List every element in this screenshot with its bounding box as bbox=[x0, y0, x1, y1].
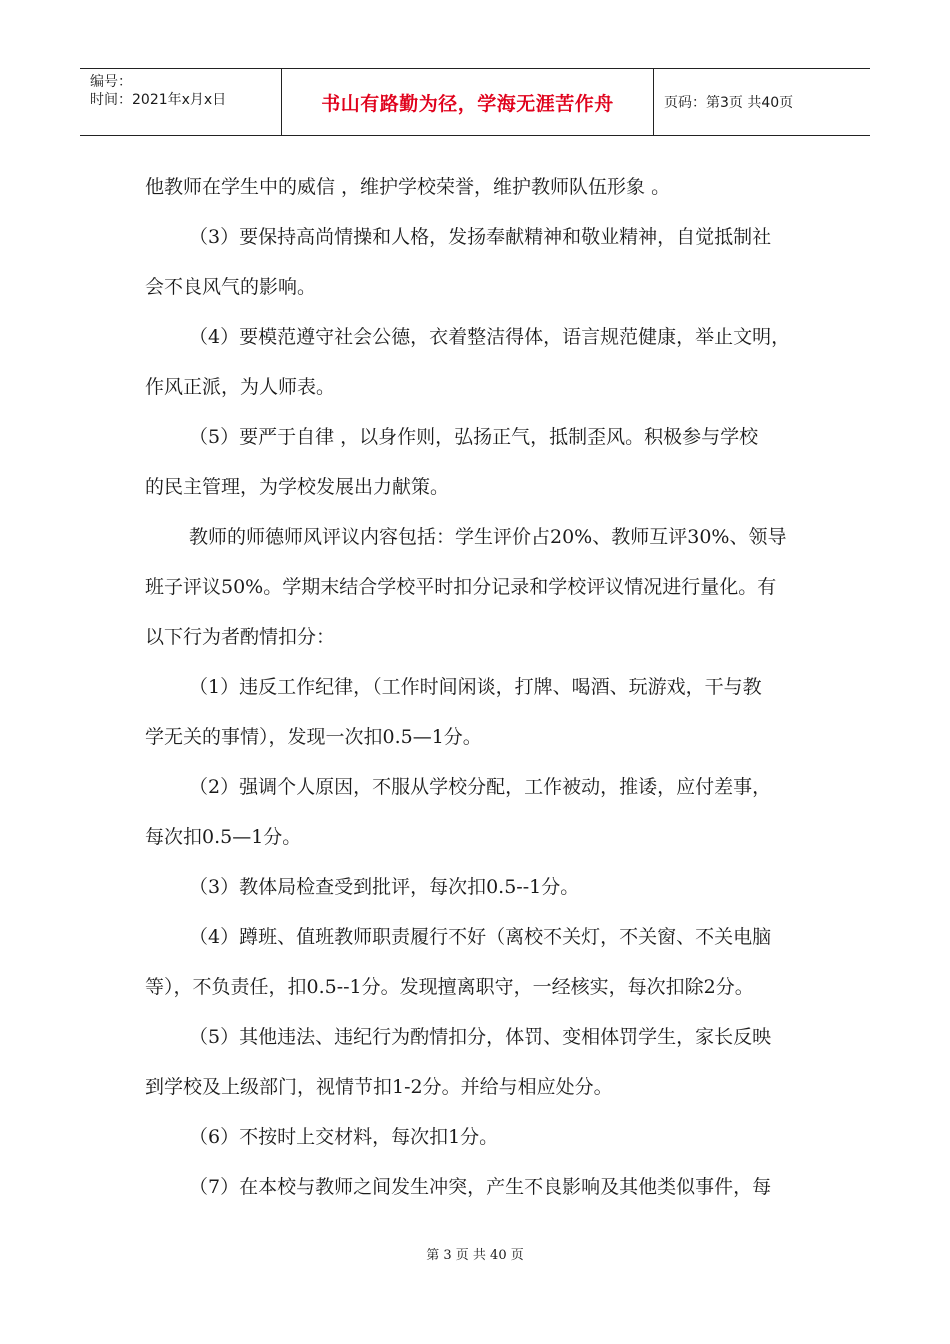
body-line: （4）要模范遵守社会公德，衣着整洁得体，语言规范健康，举止文明， bbox=[189, 326, 791, 348]
body-line: 以下行为者酌情扣分： bbox=[145, 626, 336, 648]
body-line: （3）要保持高尚情操和人格，发扬奉献精神和敬业精神，自觉抵制社 bbox=[189, 226, 772, 248]
body-line: （4）蹲班、值班教师职责履行不好（离校不关灯，不关窗、不关电脑 bbox=[189, 926, 772, 948]
body-line: 会不良风气的影响。 bbox=[145, 276, 317, 298]
header-motto: 书山有路勤为径，学海无涯苦作舟 bbox=[282, 69, 654, 135]
document-body bbox=[145, 162, 815, 1212]
header-meta bbox=[80, 69, 282, 135]
body-line: 他教师在学生中的威信 ，维护学校荣誉，维护教师队伍形象 。 bbox=[145, 176, 671, 198]
body-line: （5）其他违法、违纪行为酌情扣分，体罚、变相体罚学生，家长反映 bbox=[189, 1026, 772, 1048]
header-page-number: 页码：第3页 共40页 bbox=[664, 95, 794, 111]
body-line: （3）教体局检查受到批评，每次扣0.5--1分。 bbox=[189, 876, 580, 898]
body-line: （2）强调个人原因，不服从学校分配，工作被动，推诿，应付差事， bbox=[189, 776, 772, 798]
body-line: （1）违反工作纪律，（工作时间闲谈，打牌、喝酒、玩游戏，干与教 bbox=[189, 676, 762, 698]
document-time-label: 时间：2021年x月x日 bbox=[90, 92, 227, 108]
page-footer: 第 3 页 共 40 页 bbox=[426, 1248, 524, 1263]
page-header bbox=[80, 68, 870, 136]
body-line: （7）在本校与教师之间发生冲突，产生不良影响及其他类似事件，每 bbox=[189, 1176, 772, 1198]
body-line: 每次扣0.5—1分。 bbox=[145, 826, 302, 848]
body-line: 等），不负责任，扣0.5--1分。发现擅离职守，一经核实，每次扣除2分。 bbox=[145, 976, 754, 998]
body-line: 作风正派，为人师表。 bbox=[145, 376, 336, 398]
body-line: 教师的师德师风评议内容包括：学生评价占20%、教师互评30%、领导 bbox=[189, 526, 787, 548]
body-line: 班子评议50%。学期末结合学校平时扣分记录和学校评议情况进行量化。有 bbox=[145, 576, 777, 598]
document-number-label: 编号： bbox=[90, 74, 132, 90]
body-line: （6）不按时上交材料，每次扣1分。 bbox=[189, 1126, 499, 1148]
body-line: （5）要严于自律 ，以身作则，弘扬正气，抵制歪风。积极参与学校 bbox=[189, 426, 759, 448]
body-line: 学无关的事情），发现一次扣0.5—1分。 bbox=[145, 726, 482, 748]
body-line: 的民主管理，为学校发展出力献策。 bbox=[145, 476, 450, 498]
body-line: 到学校及上级部门，视情节扣1-2分。并给与相应处分。 bbox=[145, 1076, 613, 1098]
